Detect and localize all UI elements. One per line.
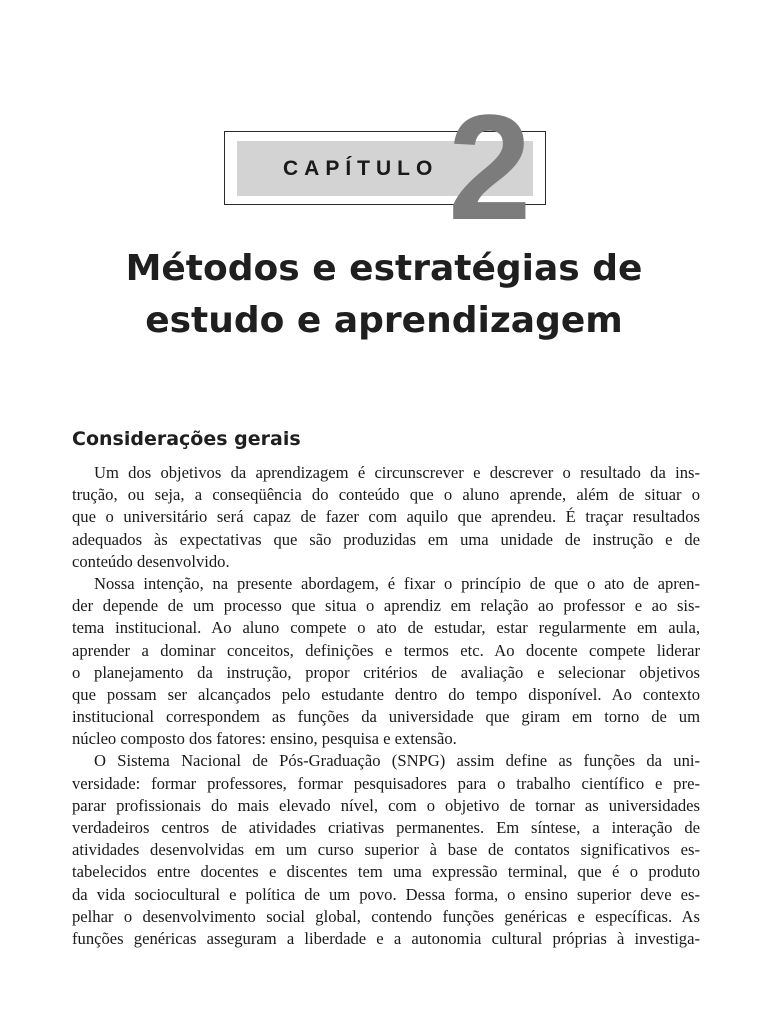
body-line: o planejamento da instrução, propor critérios de avaliação e selecionar objetivos: [72, 662, 700, 682]
body-line: trução, ou seja, a conseqüência do conteúdo que o aluno aprende, além de situar o: [72, 485, 700, 505]
body-line: pelhar o desenvolvimento social global, contendo funções genéricas e específicas. As: [72, 906, 700, 926]
body-line: O Sistema Nacional de Pós-Graduação (SNPG) assim define as funções da uni-: [94, 751, 700, 771]
chapter-label: CAPÍTULO: [283, 157, 439, 180]
body-line: Um dos objetivos da aprendizagem é circunscrever e descrever o resultado da ins-: [94, 463, 700, 482]
body-line: aprender a dominar conceitos, definições e termos etc. Ao docente compete liderar: [72, 640, 700, 660]
body-line: Nossa intenção, na presente abordagem, é fixar o princípio de que o ato de apren-: [94, 573, 700, 593]
section-heading: Considerações gerais: [72, 428, 301, 450]
chapter-number: 2: [448, 83, 528, 251]
body-line: que o universitário será capaz de fazer com aquilo que aprendeu. É traçar resultados: [72, 507, 700, 527]
chapter-title: [0, 243, 768, 347]
chapter-title-line-2: estudo e aprendizagem: [145, 300, 623, 341]
body-line: adequados às expectativas que são produzidas em uma unidade de instrução e de: [72, 529, 700, 549]
body-line: que possam ser alcançados pelo estudante dentro do tempo disponível. Ao contexto: [72, 684, 700, 704]
body-line: verdadeiros centros de atividades criativas permanentes. Em síntese, a interação de: [72, 818, 700, 837]
body-line: funções genéricas asseguram a liberdade e a autonomia cultural próprias à investiga-: [72, 928, 700, 948]
body-line: tabelecidos entre docentes e discentes tem uma expressão terminal, que é o produto: [72, 862, 700, 882]
body-line: parar profissionais do mais elevado nível, com o objetivo de tornar as universidades: [72, 795, 700, 815]
body-line: der depende de um processo que situa o aprendiz em relação ao professor e ao sis-: [72, 596, 700, 616]
body-text: [72, 462, 700, 950]
body-line: da vida sociocultural e política de um povo. Dessa forma, o ensino superior deve es-: [72, 884, 700, 904]
body-line: tema institucional. Ao aluno compete o ato de estudar, estar regularmente em aula,: [72, 618, 700, 638]
body-line: versidade: formar professores, formar pesquisadores para o trabalho científico e pre-: [72, 773, 700, 793]
chapter-title-line-1: Métodos e estratégias de: [125, 248, 643, 289]
body-line: conteúdo desenvolvido.: [72, 551, 230, 571]
body-line: núcleo composto dos fatores: ensino, pesquisa e extensão.: [72, 729, 457, 749]
body-line: atividades desenvolvidas em um curso superior à base de contatos significativos es-: [72, 840, 700, 860]
body-line: institucional correspondem as funções da universidade que giram em torno de um: [72, 707, 700, 727]
